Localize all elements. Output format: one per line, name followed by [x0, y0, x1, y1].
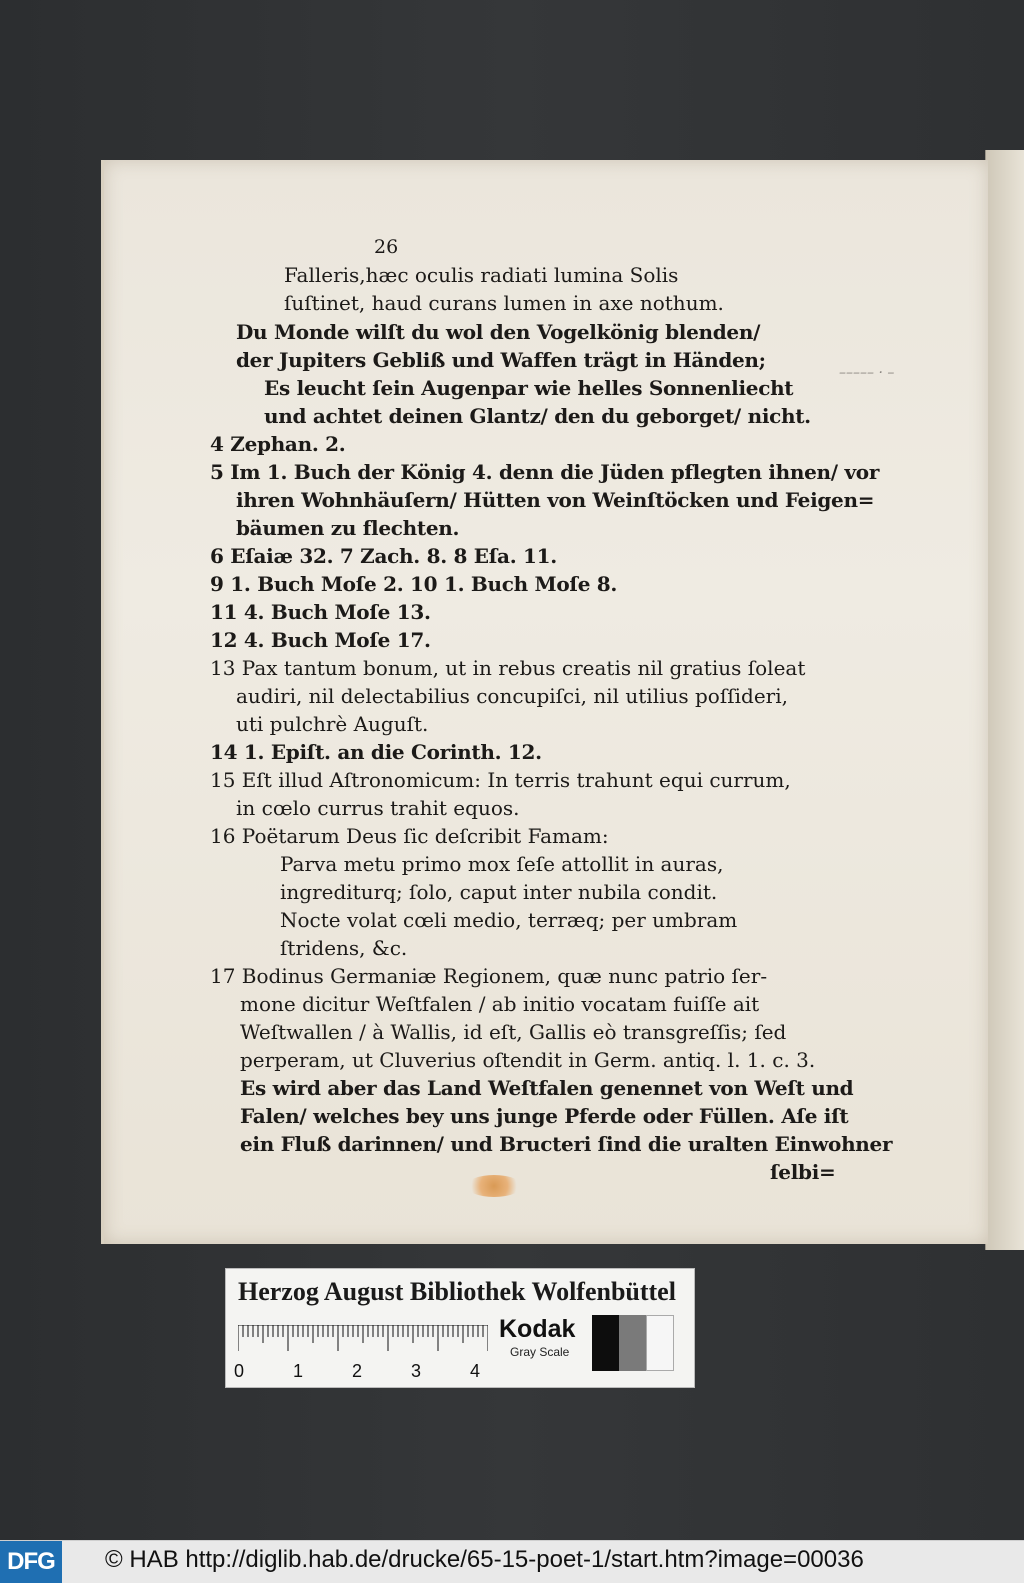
kodak-logo: Kodak: [499, 1315, 576, 1343]
text-line: Nocte volat cœli medio, terræq; per umbram: [280, 908, 738, 932]
text-line: ingrediturq; ſolo, caput inter nubila condit.: [280, 880, 718, 904]
text-line: ſtridens, &c.: [280, 936, 408, 960]
gray-patch-black: [592, 1315, 619, 1371]
text-line: Du Monde wilſt du wol den Vogelkönig blenden/: [236, 320, 761, 344]
ruler-number: 4: [470, 1361, 481, 1381]
text-line: audiri, nil delectabilius concupiſci, nil utilius poſſideri,: [236, 684, 788, 708]
text-line: ein Fluß darinnen/ und Bructeri ſind die uralten Einwohner: [240, 1132, 893, 1156]
text-line: Es wird aber das Land Weſtfalen genennet von Weſt und: [240, 1076, 854, 1100]
text-line: uti pulchrè Auguſt.: [236, 712, 429, 736]
text-line: ſuſtinet, haud curans lumen in axe nothum.: [284, 291, 724, 315]
text-line: 15 Eſt illud Aſtronomicum: In terris trahunt equi currum,: [210, 768, 791, 792]
text-line: Falleris,hæc oculis radiati lumina Solis: [284, 263, 679, 287]
page-number: 26: [374, 236, 399, 258]
text-line: 6 Eſaiæ 32. 7 Zach. 8. 8 Eſa. 11.: [210, 544, 557, 568]
text-line: 12 4. Buch Moſe 17.: [210, 628, 431, 652]
text-line: bäumen zu flechten.: [236, 516, 460, 540]
gray-scale-label: Gray Scale: [510, 1345, 570, 1359]
gray-patch-white: [646, 1315, 674, 1371]
text-line: ſelbi=: [770, 1160, 836, 1184]
ruler-number: 0: [234, 1361, 245, 1381]
text-line: 9 1. Buch Moſe 2. 10 1. Buch Moſe 8.: [210, 572, 618, 596]
ruler-number: 2: [352, 1361, 363, 1381]
text-line: der Jupiters Gebliß und Waffen trägt in Händen;: [236, 348, 766, 372]
text-line: mone dicitur Weſtfalen / ab initio vocatam fuiſſe ait: [240, 992, 760, 1016]
text-line: 4 Zephan. 2.: [210, 432, 346, 456]
text-line: 14 1. Epiſt. an die Corinth. 12.: [210, 740, 542, 764]
ruler-number: 3: [411, 1361, 422, 1381]
copyright-link[interactable]: © HAB http://diglib.hab.de/drucke/65-15-poet-1/start.htm?image=00036: [105, 1546, 864, 1573]
text-line: Es leucht ſein Augenpar wie helles Sonnenliecht: [264, 376, 794, 400]
pencil-mark: ––––– · –: [839, 365, 895, 381]
book-page: [101, 160, 988, 1244]
text-line: perperam, ut Cluverius oſtendit in Germ. antiq. l. 1. c. 3.: [240, 1048, 816, 1072]
footer-bar: [0, 1540, 1024, 1583]
text-line: Parva metu primo mox ſeſe attollit in auras,: [280, 852, 724, 876]
ruler-scale: [238, 1325, 488, 1355]
text-line: 5 Im 1. Buch der König 4. denn die Jüden pflegten ihnen/ vor: [210, 460, 880, 484]
text-line: Falen/ welches bey uns junge Pferde oder Füllen. Aſe iſt: [240, 1104, 849, 1128]
gray-patch-mid: [619, 1315, 646, 1371]
text-line: ihren Wohnhäuſern/ Hütten von Weinſtöcken und Feigen=: [236, 488, 875, 512]
ruler-number: 1: [293, 1361, 304, 1381]
text-line: 13 Pax tantum bonum, ut in rebus creatis nil gratius ſoleat: [210, 656, 806, 680]
dfg-logo: DFG: [0, 1541, 62, 1583]
paper-stain: [466, 1175, 522, 1197]
text-line: 11 4. Buch Moſe 13.: [210, 600, 431, 624]
text-line: und achtet deinen Glantz/ den du geborget/ nicht.: [264, 404, 811, 428]
color-card: [225, 1268, 695, 1388]
adjacent-page-edge: [985, 150, 1024, 1250]
library-title: Herzog August Bibliothek Wolfenbüttel: [238, 1277, 676, 1306]
text-line: in cœlo currus trahit equos.: [236, 796, 520, 820]
text-line: 16 Poëtarum Deus ſic deſcribit Famam:: [210, 824, 609, 848]
text-line: 17 Bodinus Germaniæ Regionem, quæ nunc patrio ſer-: [210, 964, 768, 988]
text-line: Weſtwallen / à Wallis, id eſt, Gallis eò transgreſſis; ſed: [240, 1020, 787, 1044]
